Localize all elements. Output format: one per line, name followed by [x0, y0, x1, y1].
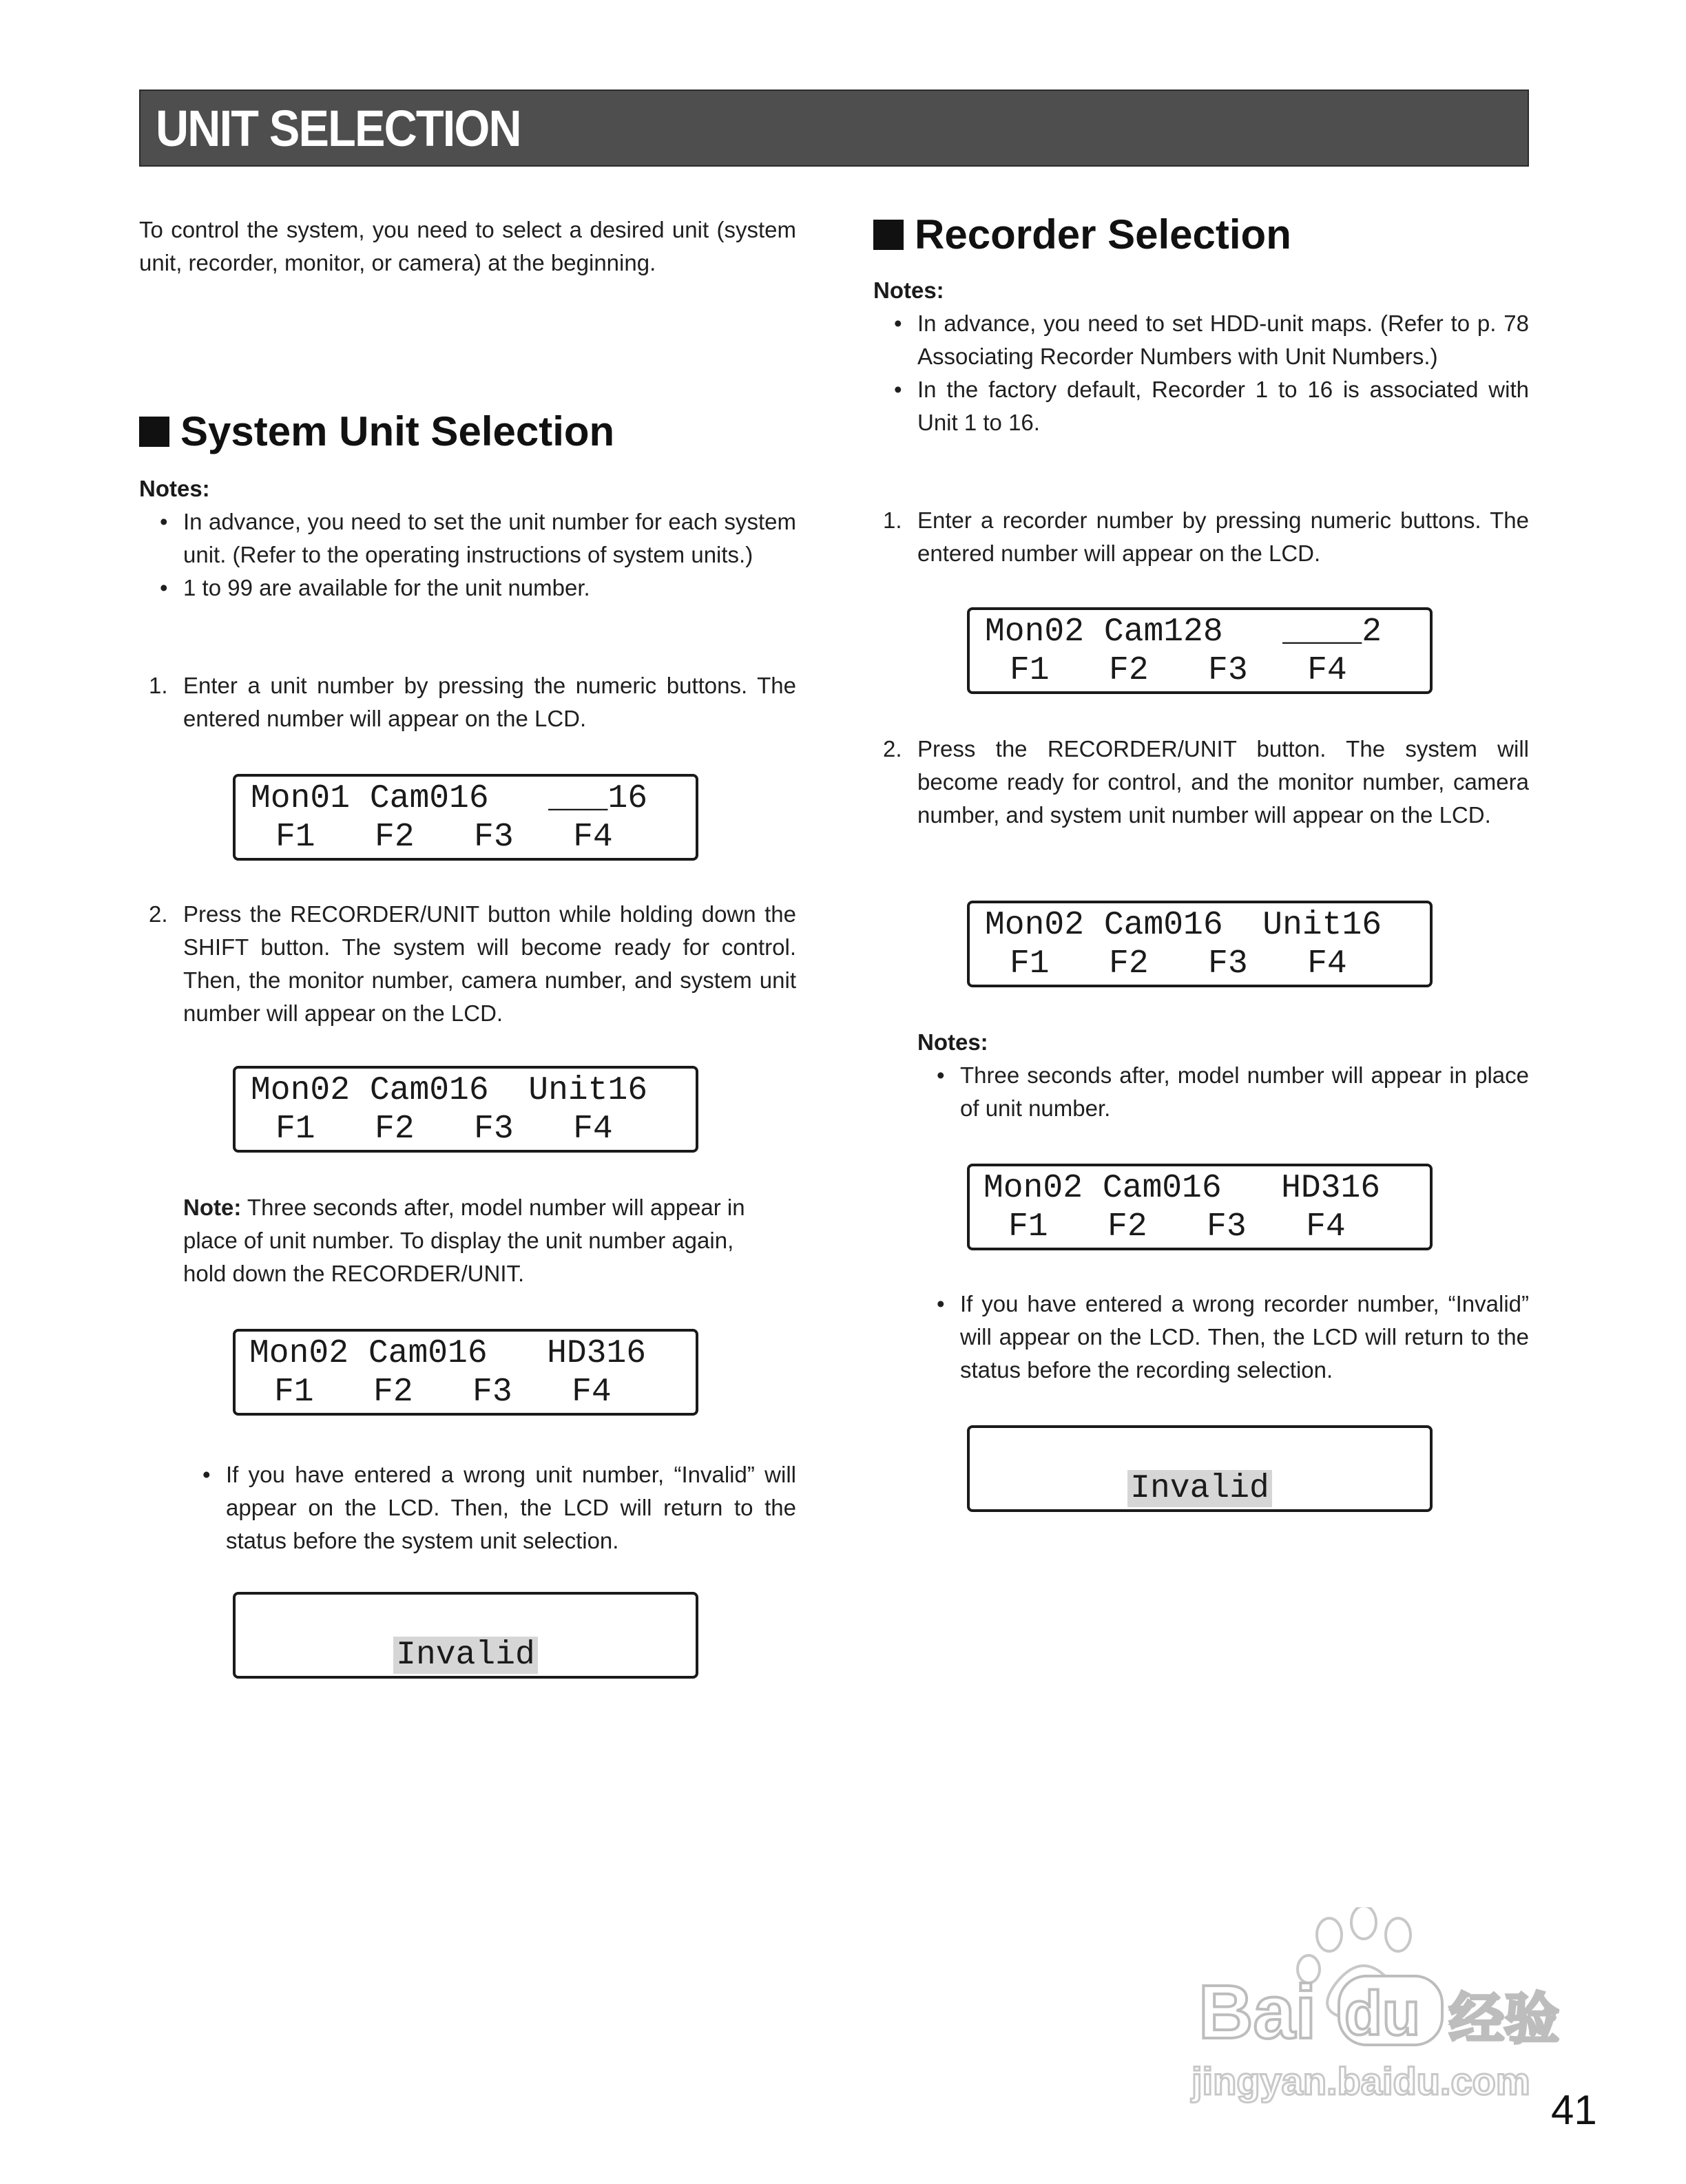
- left-step-1: [149, 669, 796, 735]
- svg-text:经验: 经验: [1449, 1987, 1559, 2051]
- lcd-line: F1 F2 F3 F4: [1010, 945, 1347, 983]
- lcd-line: F1 F2 F3 F4: [274, 1374, 612, 1411]
- list-item: 1. Enter a recorder number by pressing numeric buttons. The entered number will appear on the LCD.: [883, 507, 1529, 566]
- note-text: Three seconds after, model number will appear in place of unit number. To display the unit number again, hold down the RECORDER/UNIT.: [183, 1195, 745, 1286]
- note-label: Note:: [183, 1195, 242, 1220]
- svg-text:du: du: [1344, 1980, 1420, 2048]
- lcd-line: F1 F2 F3 F4: [275, 819, 613, 856]
- lcd-line: F1 F2 F3 F4: [275, 1111, 613, 1148]
- baidu-watermark-logo: [1185, 1907, 1570, 2114]
- left-step-2: [149, 898, 796, 1030]
- lcd-display: [967, 901, 1433, 987]
- left-notes-label: Notes:: [139, 476, 210, 501]
- list-item: • In advance, you need to set the unit number for each system unit. (Refer to the operating instructions of system units.): [160, 509, 796, 567]
- system-unit-title: System Unit Selection: [180, 408, 615, 454]
- lcd-display: [967, 607, 1433, 694]
- square-bullet-icon: [139, 417, 169, 447]
- lcd-line: Mon02 Cam016 Unit16: [985, 907, 1382, 944]
- list-item: 1. Enter a unit number by pressing the numeric buttons. The entered number will appear on the LCD.: [149, 673, 796, 731]
- svg-text:jingyan.baidu.com: jingyan.baidu.com: [1191, 2059, 1530, 2103]
- right-notes-list: [894, 307, 1529, 439]
- right-invalid-list: [937, 1288, 1529, 1387]
- lcd-display: [233, 1329, 698, 1416]
- page-number: 41: [1551, 2087, 1597, 2133]
- lcd-line: Mon02 Cam016 HD316: [984, 1170, 1381, 1207]
- lcd-line: Mon02 Cam016 Unit16: [251, 1072, 648, 1109]
- lcd-line: Invalid: [236, 1636, 696, 1674]
- right-step-1: [883, 504, 1529, 570]
- lcd-line: Invalid: [970, 1469, 1430, 1508]
- lcd-line: Mon01 Cam016 ___16: [251, 780, 648, 817]
- list-item: • In the factory default, Recorder 1 to 16 is associated with Unit 1 to 16.: [894, 377, 1529, 435]
- lcd-display: [233, 1066, 698, 1153]
- right-step-2: [883, 733, 1529, 832]
- recorder-heading: [873, 212, 1291, 258]
- list-item: • In advance, you need to set HDD-unit maps. (Refer to p. 78 Associating Recorder Numbers with Unit Numbers.): [894, 311, 1529, 369]
- square-bullet-icon: [873, 220, 904, 250]
- intro-paragraph: To control the system, you need to select a desired unit (system unit, recorder, monitor, or camera) at the beginning.: [139, 217, 796, 275]
- lcd-line: F1 F2 F3 F4: [1010, 652, 1347, 689]
- lcd-display: [967, 1164, 1433, 1250]
- left-note: [183, 1191, 782, 1290]
- lcd-line: F1 F2 F3 F4: [1008, 1208, 1346, 1246]
- lcd-display: [233, 774, 698, 861]
- list-item: 2. Press the RECORDER/UNIT button. The system will become ready for control, and the monitor number, camera number, and system unit number will appear on the LCD.: [883, 736, 1529, 828]
- list-item: • 1 to 99 are available for the unit number.: [160, 575, 590, 600]
- svg-text:Bai: Bai: [1198, 1970, 1317, 2055]
- lcd-line: Mon02 Cam016 HD316: [249, 1335, 647, 1372]
- lcd-display: [233, 1592, 698, 1679]
- lcd-display: [967, 1425, 1433, 1512]
- left-notes-list: [160, 505, 796, 605]
- left-invalid-list: [202, 1458, 796, 1557]
- title-banner: [139, 90, 1529, 167]
- list-item: • If you have entered a wrong recorder number, “Invalid” will appear on the LCD. Then, the LCD will return to the status before the recording selection.: [937, 1291, 1529, 1383]
- right-notes2-label: Notes:: [917, 1029, 988, 1055]
- system-unit-heading: [139, 409, 614, 454]
- list-item: • If you have entered a wrong unit number, “Invalid” will appear on the LCD. Then, the LCD will return to the status before the system unit selection.: [202, 1462, 796, 1553]
- recorder-title: Recorder Selection: [915, 211, 1291, 258]
- right-notes-label: Notes:: [873, 277, 944, 303]
- list-item: • Three seconds after, model number will appear in place of unit number.: [937, 1062, 1529, 1121]
- list-item: 2. Press the RECORDER/UNIT button while holding down the SHIFT button. The system will become ready for control. Then, the monitor number, camera number, and system unit number will appear on the LCD.: [149, 901, 796, 1026]
- right-notes2-list: [937, 1059, 1529, 1125]
- lcd-line: Mon02 Cam128 ____2: [985, 613, 1382, 651]
- page-title: UNIT SELECTION: [156, 100, 521, 157]
